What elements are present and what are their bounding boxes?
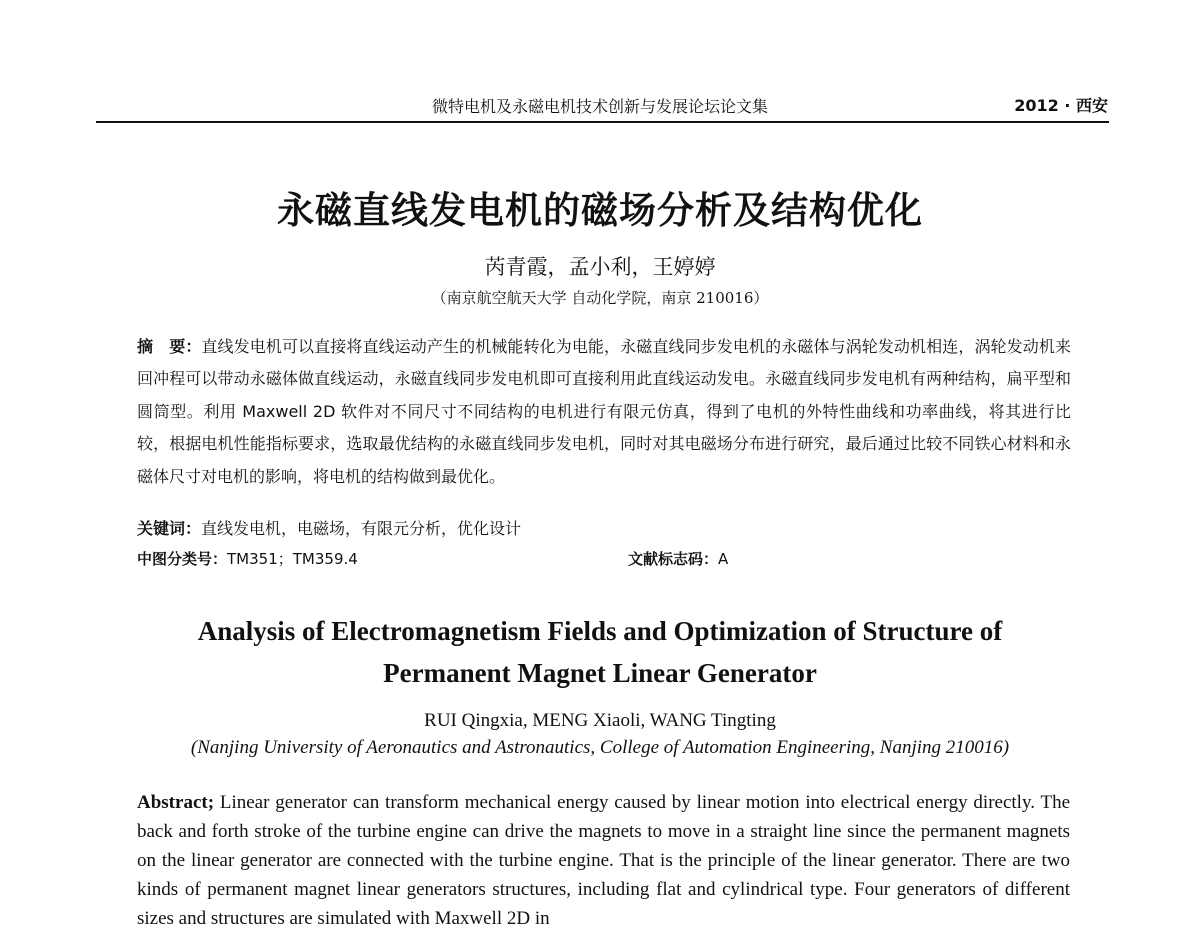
keywords-text: 直线发电机，电磁场，有限元分析，优化设计 xyxy=(201,519,522,538)
document-code-label: 文献标志码： xyxy=(628,550,719,568)
classification-number xyxy=(137,548,358,569)
english-abstract-text: Linear generator can transform mechanical energy caused by linear motion into electrical energy directly. The back and forth stroke of the turbine engine can drive the magnets to move in a straight line since the permanent magnets on the linear generator are connected with the turbine engine. That is the principle of the linear generator. There are two kinds of permanent magnet linear generators structures, including flat and cylindrical type. Four generators of different sizes and structures are simulated with Maxwell 2D in xyxy=(137,792,1070,929)
english-title-line-2: Permanent Magnet Linear Generator xyxy=(383,658,817,688)
english-title xyxy=(0,610,1200,694)
chinese-title: 永磁直线发电机的磁场分析及结构优化 xyxy=(277,189,923,232)
english-authors: RUI Qingxia, MENG Xiaoli, WANG Tingting xyxy=(424,710,776,731)
english-abstract-label: Abstract; xyxy=(137,792,215,813)
document-code-text: A xyxy=(718,550,729,568)
running-header-title: 微特电机及永磁电机技术创新与发展论坛论文集 xyxy=(431,97,768,116)
classification-label: 中图分类号： xyxy=(137,550,228,568)
english-title-line-1: Analysis of Electromagnetism Fields and Optimization of Structure of xyxy=(197,616,1003,646)
header-rule xyxy=(96,121,1109,123)
chinese-abstract-label: 摘 要： xyxy=(137,337,202,356)
running-header-year-place: 2012 · 西安 xyxy=(1014,96,1108,115)
chinese-abstract-text: 直线发电机可以直接将直线运动产生的机械能转化为电能，永磁直线同步发电机的永磁体与涡轮发动机相连，涡轮发动机来回冲程可以带动永磁体做直线运动，永磁直线同步发电机即可直接利用此直线运动发电。永磁直线同步发电机有两种结构，扁平型和圆筒型。利用 Maxwell 2D 软件对不同尺寸不同结构的电机进行有限元仿真，得到了电机的外特性曲线和功率曲线，将其进行比较，根据电机性能指标要求，选取最优结构的永磁直线同步发电机，同时对其电磁场分布进行研究，最后通过比较不同铁心材料和永磁体尺寸对电机的影响，将电机的结构做到最优化。 xyxy=(137,337,1071,486)
chinese-affiliation: （南京航空航天大学 自动化学院，南京 210016） xyxy=(431,289,769,307)
chinese-abstract xyxy=(137,331,1071,493)
chinese-authors: 芮青霞，孟小利，王婷婷 xyxy=(484,255,716,279)
classification-text: TM351；TM359.4 xyxy=(227,550,358,568)
chinese-keywords xyxy=(137,516,521,539)
english-affiliation: (Nanjing University of Aeronautics and Astronautics, College of Automation Engineering, Nanjing 210016) xyxy=(190,737,1010,758)
keywords-label: 关键词： xyxy=(137,519,202,538)
english-abstract xyxy=(137,788,1070,933)
document-code xyxy=(628,548,728,569)
